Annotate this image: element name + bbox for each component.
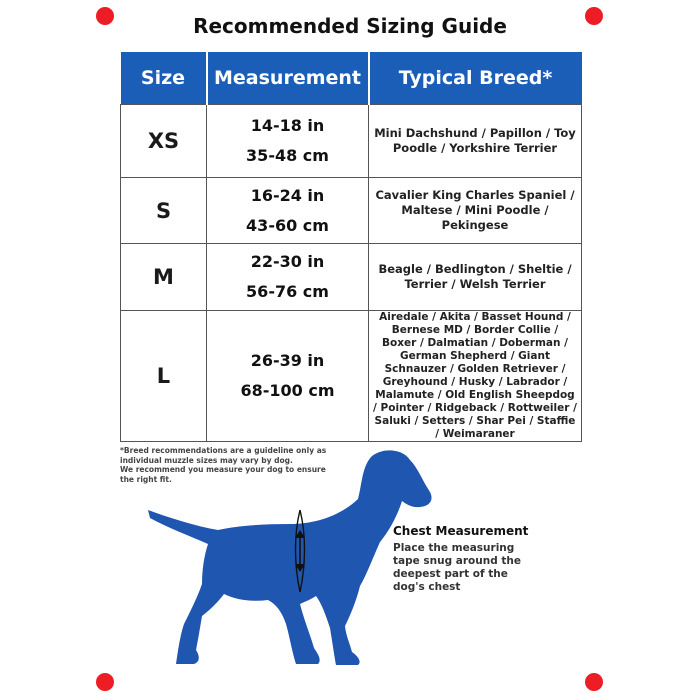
measurement-cell — [207, 105, 369, 178]
measurement-cell — [207, 244, 369, 311]
table-row — [121, 244, 582, 311]
size-cell: XS — [121, 105, 207, 178]
breed-cell: Beagle / Bedlington / Sheltie / Terrier / Welsh Terrier — [369, 244, 582, 311]
chest-measurement-text: Place the measuring tape snug around the deepest part of the dog's chest — [393, 542, 521, 593]
measurement-cm: 35-48 cm — [246, 146, 329, 165]
header-size: Size — [121, 52, 207, 105]
page-title: Recommended Sizing Guide — [193, 14, 507, 38]
breed-cell: Cavalier King Charles Spaniel / Maltese / Mini Poodle / Pekingese — [369, 178, 582, 244]
footnote-line-1: *Breed recommendations are a guideline only as individual muzzle sizes may vary by dog. — [120, 446, 327, 465]
breed-cell: Airedale / Akita / Basset Hound / Bernese MD / Border Collie / Boxer / Dalmatian / Doberman / German Shepherd / Giant Schnauzer / Golden Retriever / Greyhound / Husky / Labrador / Malamute / Old English Sheepdog / Pointer / Ridgeback / Rottweiler / Saluki / Setters / Shar Pei / Staffie / Weimaraner — [369, 311, 582, 442]
size-cell: L — [121, 311, 207, 442]
measurement-cm: 56-76 cm — [246, 282, 329, 301]
measurement-inches: 14-18 in — [250, 116, 325, 135]
chest-measurement-title: Chest Measurement — [393, 524, 529, 538]
corner-dot-bottom-left — [96, 673, 114, 691]
size-cell: S — [121, 178, 207, 244]
measurement-inches: 26-39 in — [250, 351, 325, 370]
table-row — [121, 311, 582, 442]
corner-dot-bottom-right — [585, 673, 603, 691]
size-cell: M — [121, 244, 207, 311]
measurement-inches: 16-24 in — [250, 185, 325, 205]
footnote-line-2: We recommend you measure your dog to ensure the right fit. — [120, 465, 326, 484]
measurement-cm: 68-100 cm — [240, 381, 335, 400]
measurement-cell — [207, 178, 369, 244]
measurement-cell — [207, 311, 369, 442]
measurement-cm: 43-60 cm — [246, 215, 329, 235]
header-breed: Typical Breed* — [369, 52, 582, 105]
sizing-table — [120, 52, 582, 442]
measurement-inches: 22-30 in — [250, 252, 325, 271]
table-row — [121, 178, 582, 244]
header-measurement: Measurement — [207, 52, 369, 105]
table-header-row — [121, 52, 582, 105]
breed-cell: Mini Dachshund / Papillon / Toy Poodle / Yorkshire Terrier — [369, 105, 582, 178]
table-row — [121, 105, 582, 178]
